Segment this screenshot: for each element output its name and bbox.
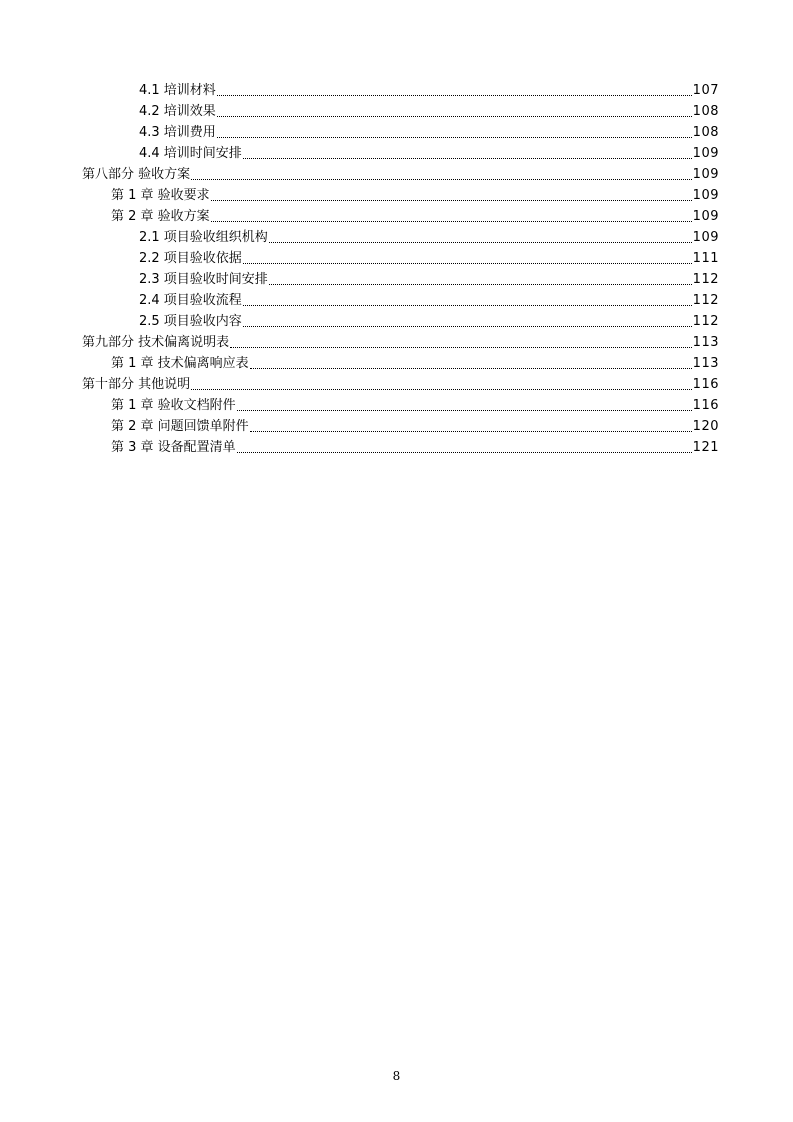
toc-entry-page: 113 [692,335,719,350]
toc-entry-page: 107 [692,83,719,98]
toc-dot-leader [217,115,692,117]
toc-entry-label: 第 2 章 问题回馈单附件 [111,419,249,434]
toc-entry-page: 109 [692,146,719,161]
toc-entry[interactable] [139,246,719,267]
toc-entry-page: 108 [692,125,719,140]
toc-entry[interactable] [111,435,719,456]
toc-entry[interactable] [111,351,719,372]
toc-entry[interactable] [111,393,719,414]
toc-entry-page: 109 [692,188,719,203]
toc-dot-leader [243,157,692,159]
toc-entry-page: 108 [692,104,719,119]
toc-entry[interactable] [139,225,719,246]
toc-entry[interactable] [111,204,719,225]
toc-dot-leader [211,199,692,201]
toc-entry[interactable] [111,183,719,204]
toc-entry-label: 第八部分 验收方案 [82,167,191,182]
toc-entry-label: 第十部分 其他说明 [82,377,191,392]
toc-entry-page: 112 [692,272,719,287]
toc-dot-leader [191,178,692,180]
page-number: 8 [392,1069,401,1083]
toc-entry[interactable] [139,99,719,120]
toc-entry-page: 112 [692,293,719,308]
toc-entry-page: 121 [692,440,719,455]
toc-entry[interactable] [139,78,719,99]
toc-dot-leader [243,304,692,306]
toc-dot-leader [217,136,692,138]
toc-dot-leader [230,346,692,348]
toc-entry-label: 2.2 项目验收依据 [139,251,242,266]
toc-entry-label: 2.4 项目验收流程 [139,293,242,308]
toc-entry-label: 2.1 项目验收组织机构 [139,230,268,245]
toc-entry-page: 116 [692,398,719,413]
toc-entry-page: 120 [692,419,719,434]
toc-dot-leader [217,94,692,96]
toc-entry[interactable] [82,330,719,351]
toc-entry-label: 第 1 章 验收文档附件 [111,398,236,413]
toc-entry[interactable] [111,414,719,435]
toc-dot-leader [269,283,692,285]
toc-entry-page: 109 [692,167,719,182]
toc-dot-leader [191,388,692,390]
toc-entry-page: 109 [692,209,719,224]
toc-entry-label: 第 2 章 验收方案 [111,209,210,224]
toc-entry[interactable] [139,267,719,288]
toc-entry-label: 2.5 项目验收内容 [139,314,242,329]
toc-entry-label: 4.4 培训时间安排 [139,146,242,161]
toc-entry-page: 113 [692,356,719,371]
toc-entry-label: 4.3 培训费用 [139,125,216,140]
toc-entry-label: 4.2 培训效果 [139,104,216,119]
toc-dot-leader [250,367,692,369]
toc-entry[interactable] [139,120,719,141]
toc-entry[interactable] [82,162,719,183]
toc-entry-label: 第 1 章 技术偏离响应表 [111,356,249,371]
toc-dot-leader [243,325,692,327]
toc-entry[interactable] [139,309,719,330]
toc-entry-page: 112 [692,314,719,329]
toc-entry-label: 第 3 章 设备配置清单 [111,440,236,455]
toc-dot-leader [237,451,692,453]
toc-entry-label: 第九部分 技术偏离说明表 [82,335,230,350]
toc-entry[interactable] [82,372,719,393]
toc-entry-page: 109 [692,230,719,245]
toc-dot-leader [243,262,692,264]
toc-entry-label: 第 1 章 验收要求 [111,188,210,203]
toc-entry-label: 4.1 培训材料 [139,83,216,98]
toc-dot-leader [269,241,692,243]
toc-entry-page: 116 [692,377,719,392]
toc-entry-page: 111 [692,251,719,266]
toc-dot-leader [250,430,692,432]
toc-entry[interactable] [139,288,719,309]
toc-dot-leader [237,409,692,411]
toc-dot-leader [211,220,692,222]
toc-entry[interactable] [139,141,719,162]
toc-entry-label: 2.3 项目验收时间安排 [139,272,268,287]
